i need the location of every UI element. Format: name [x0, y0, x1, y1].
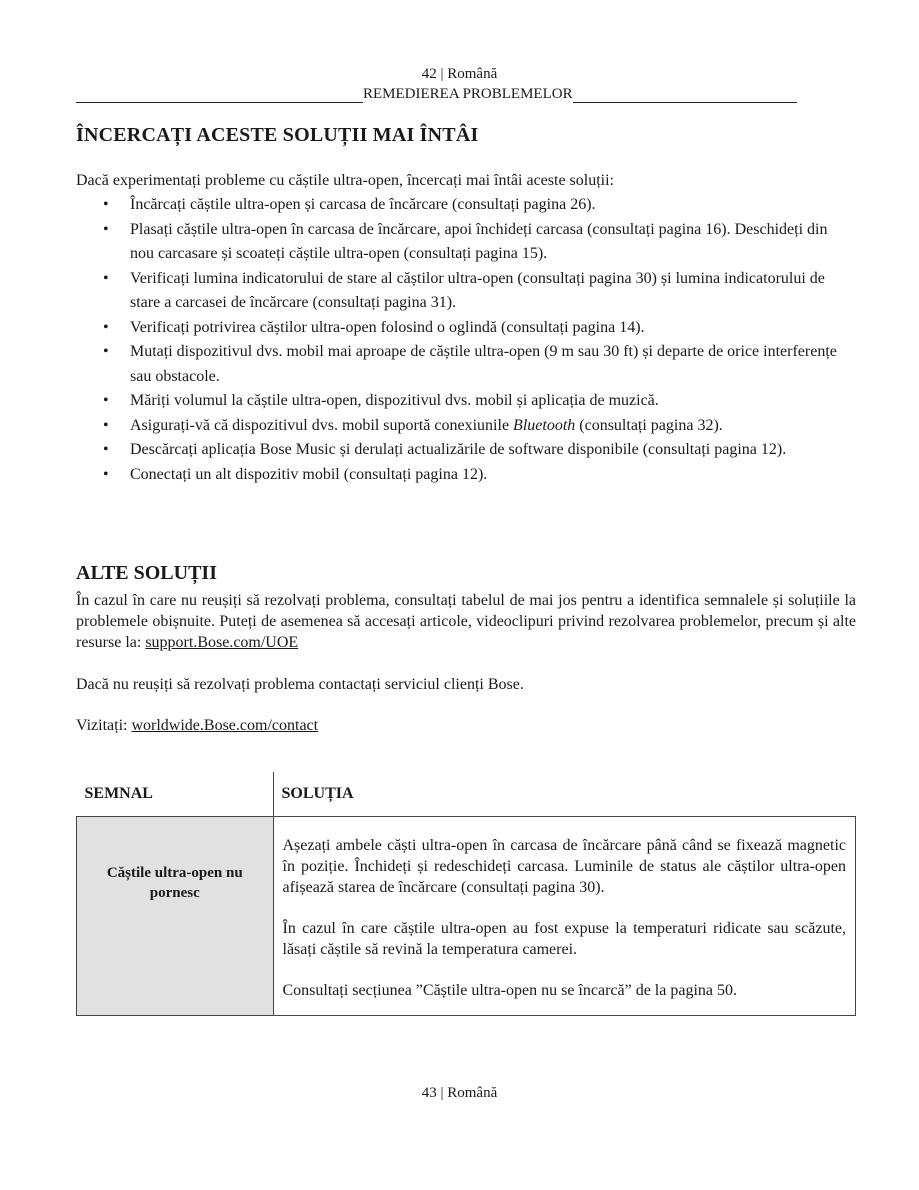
bullet-icon: •	[103, 392, 109, 409]
list-item	[76, 389, 846, 414]
section1-intro: Dacă experimentați probleme cu căștile ultra-open, încercați mai întâi aceste soluții:	[76, 172, 614, 189]
list-item-text: Verificați lumina indicatorului de stare al căștilor ultra-open (consultați pagina 30) și lumina indicatorului de stare a carcasei de încărcare (consultați pagina 31).	[130, 269, 825, 311]
other-solutions-paragraph	[76, 590, 856, 653]
solution-paragraph: Așezați ambele căști ultra-open în carcasa de încărcare până când se fixează magnetic în poziție. Închideți și redeschideți carcasa. Luminile de status ale căștilor ultra-open afișează starea de încărcare (consultați pagina 30).	[282, 837, 846, 896]
table-header-row	[77, 772, 856, 817]
list-item	[76, 463, 846, 488]
support-link[interactable]: support.Bose.com/UOE	[145, 634, 299, 651]
list-item-text: Mutați dispozitivul dvs. mobil mai aproape de căștile ultra-open (9 m sau 30 ft) și departe de orice interferențe sau obstacole.	[130, 343, 837, 385]
visit-label: Vizitați:	[76, 717, 132, 734]
list-item	[76, 218, 846, 267]
list-item	[76, 438, 846, 463]
bullet-icon: •	[103, 343, 109, 360]
list-item-text: Măriți volumul la căștile ultra-open, dispozitivul dvs. mobil și aplicația de muzică.	[130, 392, 659, 409]
section1-title: ÎNCERCAȚI ACESTE SOLUȚII MAI ÎNTÂI	[76, 124, 479, 146]
bullet-icon: •	[103, 269, 109, 287]
list-item-text: Verificați potrivirea căștilor ultra-open folosind o oglindă (consultați pagina 14).	[130, 318, 645, 336]
list-item-text: Încărcați căștile ultra-open și carcasa de încărcare (consultați pagina 26).	[130, 196, 596, 213]
visit-paragraph	[76, 715, 856, 736]
bullet-icon: •	[103, 220, 109, 238]
list-item-text: Descărcați aplicația Bose Music și derulați actualizările de software disponibile (consultați pagina 12).	[130, 441, 787, 458]
header-section-line	[76, 86, 841, 103]
bullet-icon: •	[103, 196, 109, 213]
bullet-icon: •	[103, 441, 109, 458]
column-header-solution: SOLUȚIA	[281, 785, 354, 802]
list-item	[76, 340, 846, 389]
column-header-signal: SEMNAL	[77, 772, 274, 817]
bullet-icon: •	[103, 318, 109, 336]
list-item-text: Plasați căștile ultra-open în carcasa de încărcare, apoi închideți carcasa (consultați pagina 16). Deschideți din nou carcasare și scoateți căștile ultra-open (consultați pagina 15).	[130, 220, 828, 262]
signal-cell: Căștile ultra-open nu pornesc	[77, 817, 274, 1016]
solution-paragraph: În cazul în care căștile ultra-open au fost expuse la temperaturi ridicate sau scăzute, lăsați căștile să revină la temperatura camerei.	[282, 920, 846, 958]
list-item	[76, 267, 846, 316]
header-page-number: 42 | Română	[421, 66, 498, 82]
footer-page-number: 43 | Română	[421, 1085, 498, 1101]
bluetooth-term: Bluetooth	[513, 416, 576, 434]
section2-title: ALTE SOLUȚII	[76, 562, 217, 584]
list-item-text: Conectați un alt dispozitiv mobil (consultați pagina 12).	[130, 465, 488, 483]
bullet-icon: •	[103, 465, 109, 483]
contact-link[interactable]: worldwide.Bose.com/contact	[131, 717, 319, 734]
troubleshooting-table	[76, 772, 856, 1016]
header-rule-left	[76, 87, 363, 103]
solution-paragraph: Consultați secțiunea ”Căștile ultra-open nu se încarcă” de la pagina 50.	[282, 982, 737, 999]
paragraph-text: În cazul în care nu reușiți să rezolvați problema, consultați tabelul de mai jos pentru a identifica semnalele și soluțiile la problemele obișnuite. Puteți de asemenea să accesați articole, videoclipuri privind rezolvarea problemelor, precum și alte resurse la:	[76, 592, 856, 651]
list-item	[76, 414, 846, 439]
list-item-text-after: (consultați pagina 32).	[575, 416, 723, 434]
header-rule-right	[573, 87, 797, 103]
header-section-title: REMEDIEREA PROBLEMELOR	[363, 86, 573, 102]
list-item	[76, 316, 846, 341]
solutions-list	[76, 193, 846, 487]
table-row	[77, 817, 856, 1016]
bullet-icon: •	[103, 416, 109, 434]
list-item-text-before: Asigurați-vă că dispozitivul dvs. mobil suportă conexiunile	[130, 416, 514, 434]
solution-cell	[273, 817, 856, 1016]
contact-service-paragraph: Dacă nu reușiți să rezolvați problema contactați serviciul clienți Bose.	[76, 676, 524, 693]
list-item	[76, 193, 846, 218]
